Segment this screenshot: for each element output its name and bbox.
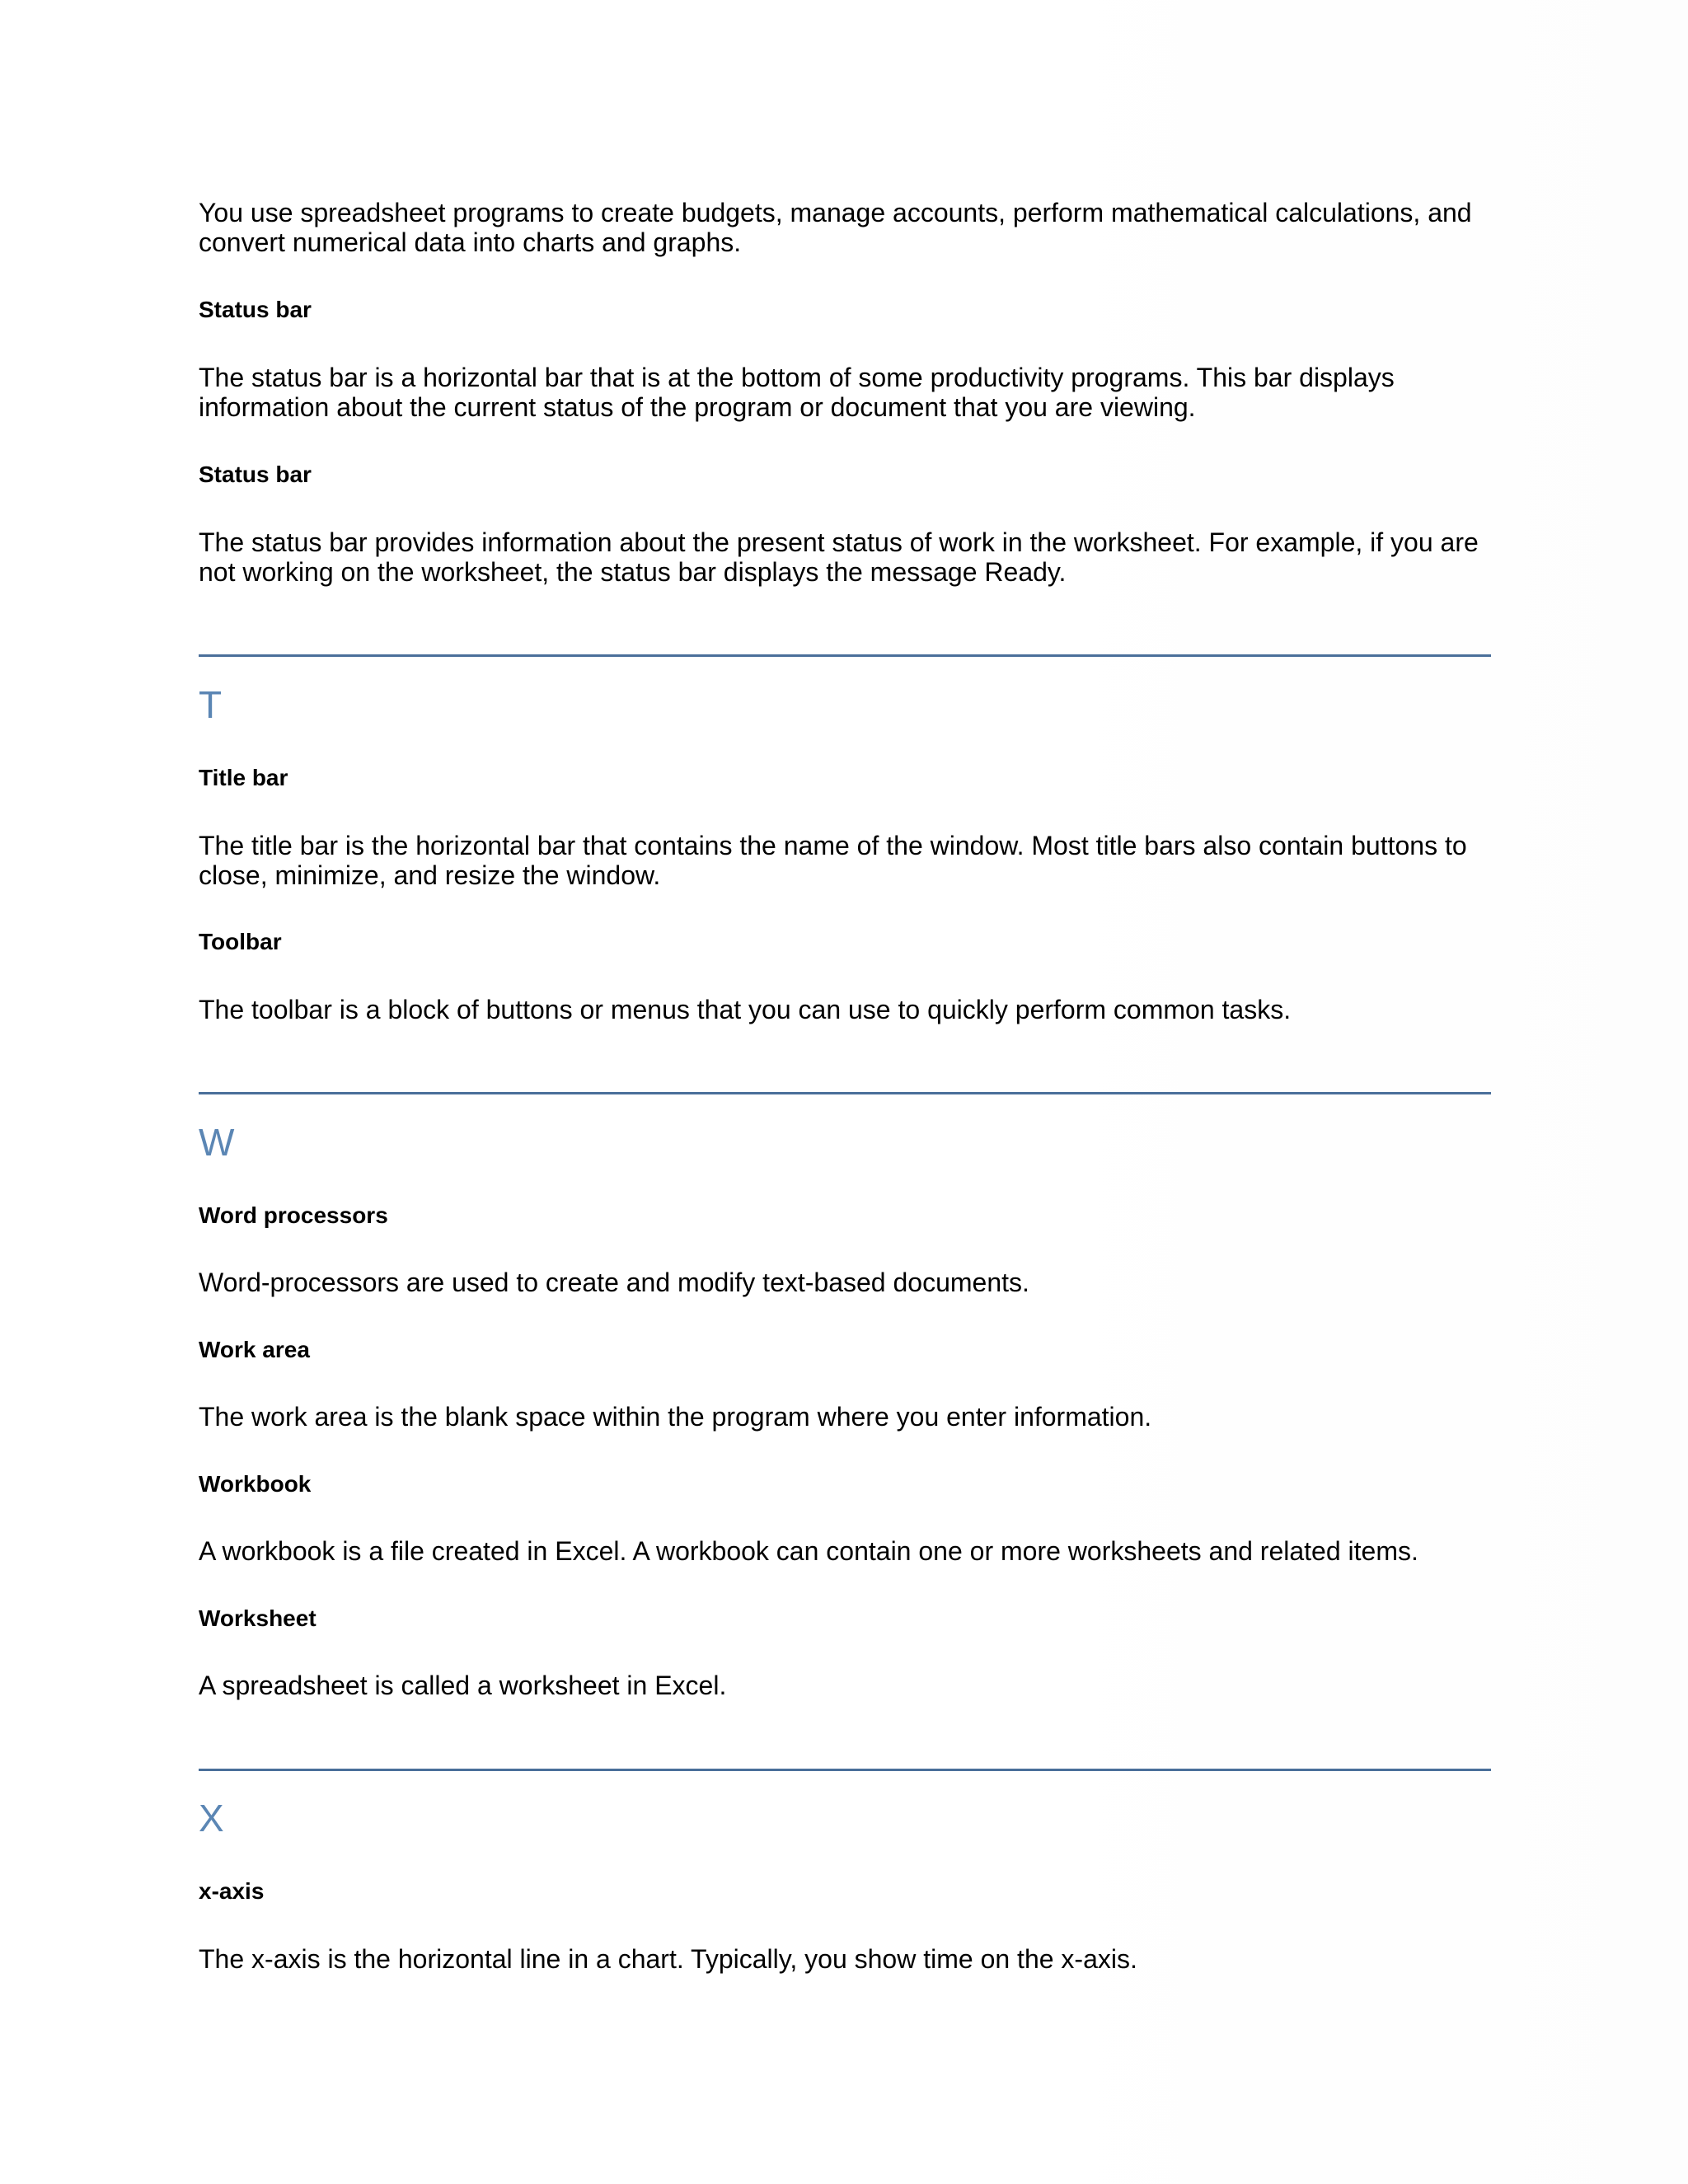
glossary-term: Work area (199, 1337, 310, 1362)
glossary-term: Status bar (199, 462, 312, 487)
glossary-definition: The x-axis is the horizontal line in a chart. Typically, you show time on the x-axis. (199, 1944, 1137, 1974)
section-divider (199, 1092, 1491, 1094)
glossary-definition: Word-processors are used to create and modify text-based documents. (199, 1268, 1029, 1297)
section-letter-heading: W (199, 1121, 235, 1164)
glossary-term: Worksheet (199, 1605, 316, 1631)
section-letter-heading: X (199, 1797, 224, 1840)
section-divider (199, 1769, 1491, 1771)
glossary-definition: The work area is the blank space within the program where you enter information. (199, 1402, 1152, 1432)
glossary-term: Word processors (199, 1202, 388, 1228)
glossary-definition: The status bar is a horizontal bar that is at the bottom of some productivity programs. This bar displays information about the current status of the program or document that you are viewing. (199, 363, 1395, 422)
glossary-definition: A spreadsheet is called a worksheet in Excel. (199, 1671, 727, 1700)
glossary-term: Workbook (199, 1471, 312, 1497)
glossary-term: Toolbar (199, 929, 282, 954)
section-letter-heading: T (199, 683, 223, 726)
glossary-term: Title bar (199, 765, 288, 790)
section-divider (199, 654, 1491, 657)
glossary-definition: A workbook is a file created in Excel. A workbook can contain one or more worksheets and related items. (199, 1536, 1418, 1566)
intro-paragraph: You use spreadsheet programs to create budgets, manage accounts, perform mathematical calculations, and convert numerical data into charts and graphs. (199, 198, 1472, 257)
glossary-definition: The status bar provides information about the present status of work in the worksheet. For example, if you are not working on the worksheet, the status bar displays the message Ready. (199, 527, 1479, 587)
glossary-definition: The toolbar is a block of buttons or menus that you can use to quickly perform common tasks. (199, 995, 1292, 1024)
glossary-definition: The title bar is the horizontal bar that contains the name of the window. Most title bars also contain buttons to close, minimize, and resize the window. (199, 831, 1467, 890)
glossary-term: Status bar (199, 297, 312, 322)
glossary-term: x-axis (199, 1878, 265, 1904)
